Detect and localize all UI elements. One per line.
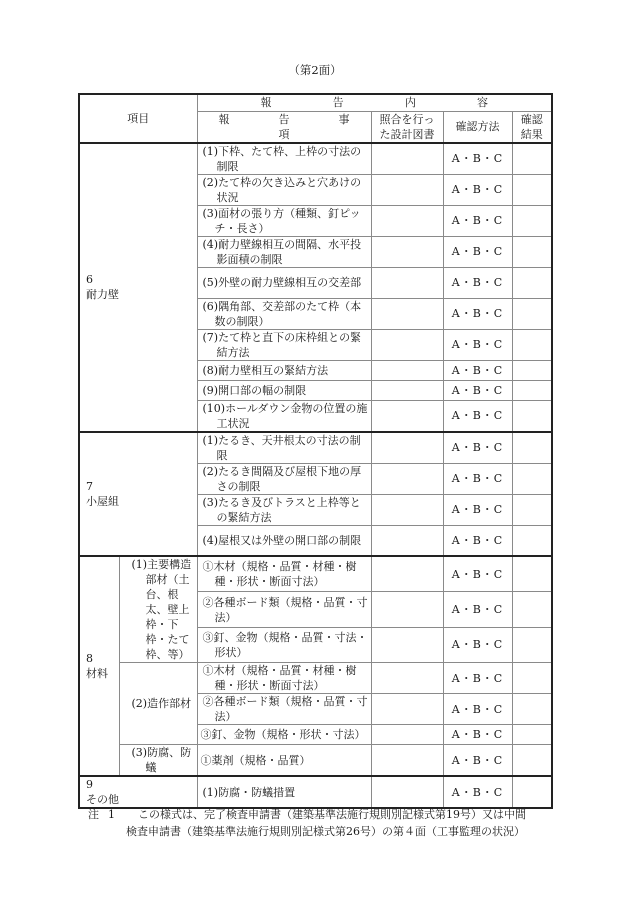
header-char: 告 bbox=[278, 112, 290, 126]
header-char: 事 bbox=[338, 112, 350, 126]
result-cell[interactable] bbox=[512, 143, 552, 175]
header-char: 報 bbox=[218, 112, 230, 126]
result-cell[interactable] bbox=[512, 174, 552, 205]
design-docs-cell[interactable] bbox=[371, 556, 443, 592]
header-char: 項 bbox=[278, 127, 290, 141]
section-name: 耐力壁 bbox=[86, 288, 119, 301]
method-cell[interactable]: A・B・C bbox=[443, 143, 512, 175]
report-item: ③釘、金物（規格・品質・寸法・形状） bbox=[202, 630, 368, 659]
method-cell[interactable]: A・B・C bbox=[443, 556, 512, 592]
subsection-main-structural bbox=[119, 556, 197, 663]
result-cell[interactable] bbox=[512, 556, 552, 592]
header-char: 告 bbox=[332, 96, 344, 110]
method-cell[interactable]: A・B・C bbox=[443, 525, 512, 556]
report-item: (7)たて枠と直下の床枠組との緊結方法 bbox=[202, 330, 362, 359]
section-name: 材料 bbox=[86, 667, 108, 680]
report-item: (1)防腐・防蟻措置 bbox=[202, 785, 296, 799]
result-cell[interactable] bbox=[512, 380, 552, 400]
section-name: 小屋組 bbox=[86, 494, 119, 508]
report-item: ②各種ボード類（規格・品質・寸法） bbox=[202, 695, 368, 723]
header-char: 容 bbox=[476, 96, 488, 110]
result-cell[interactable] bbox=[512, 694, 552, 725]
header-result: 確認結果 bbox=[512, 111, 552, 143]
design-docs-cell[interactable] bbox=[371, 174, 443, 205]
method-cell[interactable]: A・B・C bbox=[443, 725, 512, 745]
subsection-label: (1)主要構造部材（土台、根太、壁上枠・下枠・たて枠、等） bbox=[131, 558, 192, 661]
design-docs-cell[interactable] bbox=[371, 360, 443, 380]
section-number: 8 bbox=[86, 652, 93, 665]
report-item: ③釘、金物（規格・形状・寸法） bbox=[200, 728, 366, 741]
report-item: (2)たるき間隔及び屋根下地の厚さの制限 bbox=[202, 464, 362, 493]
design-docs-cell[interactable] bbox=[371, 267, 443, 298]
method-cell[interactable]: A・B・C bbox=[443, 776, 512, 808]
notes-section bbox=[88, 806, 558, 840]
report-item: (9)開口部の幅の制限 bbox=[202, 383, 307, 397]
method-cell[interactable]: A・B・C bbox=[443, 745, 512, 777]
method-cell[interactable]: A・B・C bbox=[443, 627, 512, 662]
subsection-label: (2)造作部材 bbox=[131, 697, 192, 710]
report-item: (3)面材の張り方（種類、釘ピッチ・長さ） bbox=[202, 206, 361, 235]
method-cell[interactable]: A・B・C bbox=[443, 432, 512, 464]
result-cell[interactable] bbox=[512, 329, 552, 360]
result-cell[interactable] bbox=[512, 400, 552, 432]
report-item: (10)ホールダウン金物の位置の施工状況 bbox=[202, 401, 368, 430]
report-item: ①薬剤（規格・品質） bbox=[200, 753, 311, 767]
section-number: 9 bbox=[86, 778, 93, 791]
report-item: (3)たるき及びトラスと上枠等との緊結方法 bbox=[202, 495, 361, 524]
method-cell[interactable]: A・B・C bbox=[443, 360, 512, 380]
page-title: （第2面） bbox=[288, 63, 342, 77]
design-docs-cell[interactable] bbox=[371, 494, 443, 525]
method-cell[interactable]: A・B・C bbox=[443, 592, 512, 627]
design-docs-cell[interactable] bbox=[371, 694, 443, 725]
section-name: その他 bbox=[86, 793, 119, 806]
result-cell[interactable] bbox=[512, 776, 552, 808]
header-item: 項目 bbox=[79, 94, 197, 143]
result-cell[interactable] bbox=[512, 298, 552, 329]
note-number: 1 bbox=[108, 808, 115, 821]
subsection-label: (3)防腐、防蟻 bbox=[131, 746, 192, 774]
result-cell[interactable] bbox=[512, 236, 552, 267]
report-item: (2)たて枠の欠き込みと穴あけの状況 bbox=[202, 175, 362, 204]
report-item: ①木材（規格・品質・材種・樹種・形状・断面寸法） bbox=[202, 664, 357, 692]
design-docs-cell[interactable] bbox=[371, 432, 443, 464]
header-report-content bbox=[197, 94, 552, 111]
design-docs-cell[interactable] bbox=[371, 745, 443, 777]
design-docs-cell[interactable] bbox=[371, 380, 443, 400]
result-cell[interactable] bbox=[512, 205, 552, 236]
design-docs-cell[interactable] bbox=[371, 329, 443, 360]
design-docs-cell[interactable] bbox=[371, 463, 443, 494]
method-cell[interactable]: A・B・C bbox=[443, 298, 512, 329]
design-docs-cell[interactable] bbox=[371, 776, 443, 808]
result-cell[interactable] bbox=[512, 745, 552, 777]
report-item: (1)たるき、天井根太の寸法の制限 bbox=[202, 433, 361, 462]
report-item: (1)下枠、たて枠、上枠の寸法の制限 bbox=[202, 144, 362, 173]
note-text-line2: 検査申請書（建築基準法施行規則別記様式第26号）の第４面（工事監理の状況） bbox=[126, 825, 525, 838]
method-cell[interactable]: A・B・C bbox=[443, 663, 512, 694]
method-cell[interactable]: A・B・C bbox=[443, 463, 512, 494]
result-cell[interactable] bbox=[512, 725, 552, 745]
method-cell[interactable]: A・B・C bbox=[443, 494, 512, 525]
subsection-preservative bbox=[119, 745, 197, 777]
inspection-report-table bbox=[78, 93, 553, 809]
result-cell[interactable] bbox=[512, 592, 552, 627]
report-item: (8)耐力壁相互の緊結方法 bbox=[202, 363, 329, 377]
design-docs-cell[interactable] bbox=[371, 400, 443, 432]
design-docs-cell[interactable] bbox=[371, 725, 443, 745]
header-design-docs: 照合を行った設計図書 bbox=[371, 111, 443, 143]
method-cell[interactable]: A・B・C bbox=[443, 267, 512, 298]
header-report-item bbox=[197, 111, 371, 143]
header-char: 報 bbox=[260, 96, 272, 110]
design-docs-cell[interactable] bbox=[371, 592, 443, 627]
design-docs-cell[interactable] bbox=[371, 298, 443, 329]
result-cell[interactable] bbox=[512, 627, 552, 662]
header-char: 内 bbox=[404, 96, 416, 110]
result-cell[interactable] bbox=[512, 267, 552, 298]
section-number: 7 bbox=[86, 479, 93, 493]
design-docs-cell[interactable] bbox=[371, 627, 443, 662]
note-text-line1: この様式は、完了検査申請書（建築基準法施行規則別記様式第19号）又は中間 bbox=[138, 808, 526, 821]
result-cell[interactable] bbox=[512, 432, 552, 464]
design-docs-cell[interactable] bbox=[371, 236, 443, 267]
report-item: (5)外壁の耐力壁線相互の交差部 bbox=[202, 276, 362, 289]
section-9-label bbox=[79, 776, 197, 808]
section-6-label bbox=[79, 143, 197, 432]
design-docs-cell[interactable] bbox=[371, 663, 443, 694]
design-docs-cell[interactable] bbox=[371, 205, 443, 236]
method-cell[interactable]: A・B・C bbox=[443, 380, 512, 400]
method-cell[interactable]: A・B・C bbox=[443, 694, 512, 725]
report-item: (6)隅角部、交差部のたて枠（本数の制限） bbox=[202, 299, 362, 328]
report-item: ①木材（規格・品質・材種・樹種・形状・断面寸法） bbox=[202, 560, 357, 589]
section-8-label bbox=[79, 556, 119, 776]
result-cell[interactable] bbox=[512, 360, 552, 380]
subsection-finishing bbox=[119, 663, 197, 745]
report-item: (4)屋根又は外壁の開口部の制限 bbox=[202, 533, 362, 547]
method-cell[interactable]: A・B・C bbox=[443, 329, 512, 360]
method-cell[interactable]: A・B・C bbox=[443, 236, 512, 267]
section-7-label bbox=[79, 432, 197, 557]
note-label: 注 bbox=[88, 808, 99, 821]
result-cell[interactable] bbox=[512, 494, 552, 525]
design-docs-cell[interactable] bbox=[371, 525, 443, 556]
method-cell[interactable]: A・B・C bbox=[443, 174, 512, 205]
section-number: 6 bbox=[86, 273, 93, 286]
design-docs-cell[interactable] bbox=[371, 143, 443, 175]
result-cell[interactable] bbox=[512, 663, 552, 694]
method-cell[interactable]: A・B・C bbox=[443, 400, 512, 432]
method-cell[interactable]: A・B・C bbox=[443, 205, 512, 236]
report-item: ②各種ボード類（規格・品質・寸法） bbox=[202, 595, 368, 624]
report-item: (4)耐力壁線相互の間隔、水平投影面積の制限 bbox=[202, 237, 362, 266]
header-method: 確認方法 bbox=[443, 111, 512, 143]
result-cell[interactable] bbox=[512, 525, 552, 556]
result-cell[interactable] bbox=[512, 463, 552, 494]
